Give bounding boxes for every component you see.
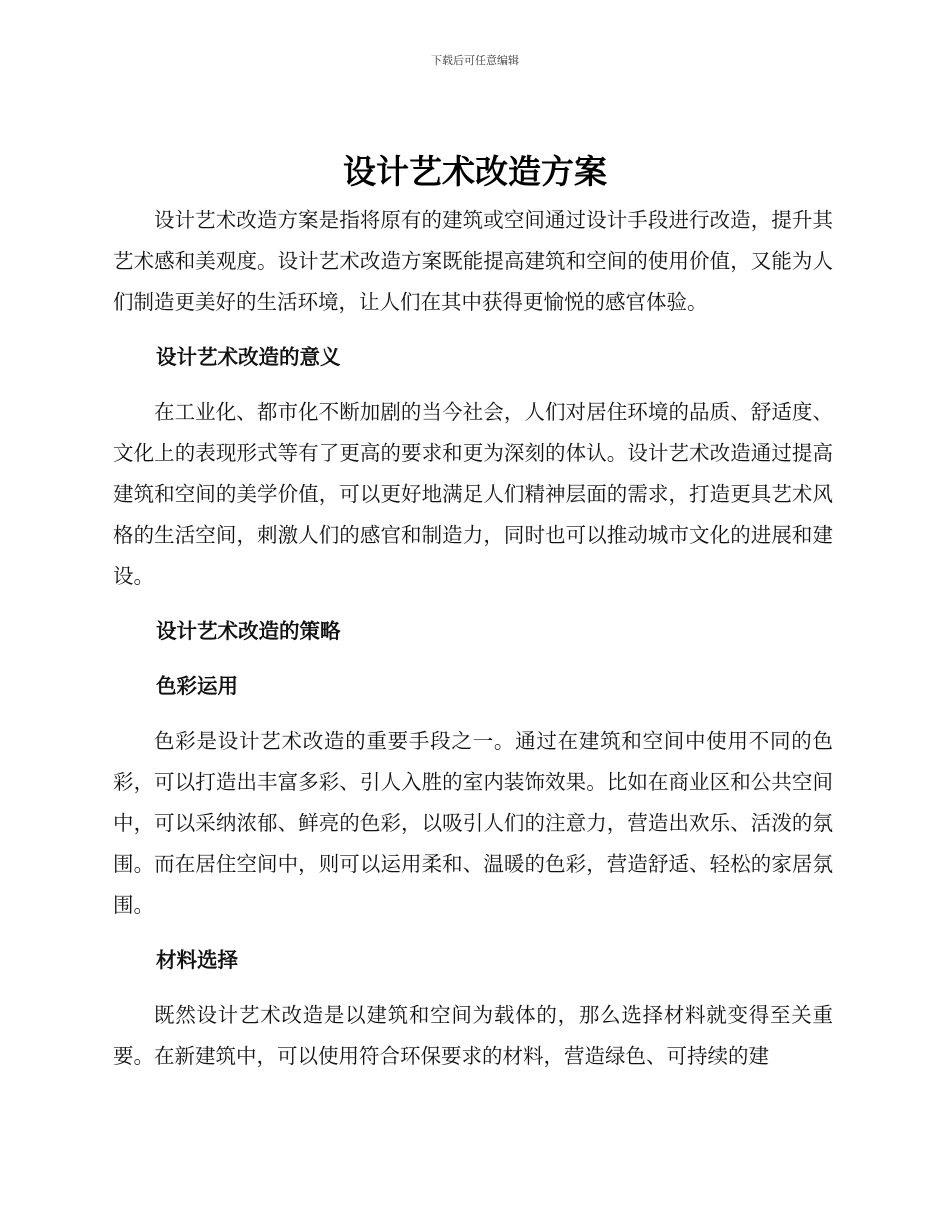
document-title: 设计艺术改造方案: [343, 152, 607, 191]
subsection-heading-color: 色彩运用: [156, 674, 238, 698]
section-paragraph-significance: 在工业化、都市化不断加剧的当今社会，人们对居住环境的品质、舒适度、文化上的表现形式等有了更高的要求和更为深刻的体认。设计艺术改造通过提高建筑和空间的美学价值，可以更好地满足人们精神层面的需求，打造更具艺术风格的生活空间，刺激人们的感官和制造力，同时也可以推动城市文化的进展和建设。: [113, 400, 833, 588]
section-heading-significance: 设计艺术改造的意义: [156, 345, 341, 369]
page-header: 下载后可任意编辑: [431, 54, 519, 67]
subsection-paragraph-materials: 既然设计艺术改造是以建筑和空间为载体的，那么选择材料就变得至关重要。在新建筑中，可以使用符合环保要求的材料，营造绿色、可持续的建: [113, 1003, 833, 1068]
document-body: [113, 200, 833, 1077]
subsection-paragraph-color: 色彩是设计艺术改造的重要手段之一。通过在建筑和空间中使用不同的色彩，可以打造出丰富多彩、引人入胜的室内装饰效果。比如在商业区和公共空间中，可以采纳浓郁、鲜亮的色彩，以吸引人们的注意力，营造出欢乐、活泼的氛围。而在居住空间中，则可以运用柔和、温暖的色彩，营造舒适、轻松的家居氛围。: [113, 729, 833, 917]
section-heading-strategy: 设计艺术改造的策略: [156, 619, 341, 643]
intro-paragraph: 设计艺术改造方案是指将原有的建筑或空间通过设计手段进行改造，提升其艺术感和美观度。设计艺术改造方案既能提高建筑和空间的使用价值，又能为人们制造更美好的生活环境，让人们在其中获得更愉悦的感官体验。: [113, 208, 833, 314]
subsection-heading-materials: 材料选择: [156, 948, 238, 972]
